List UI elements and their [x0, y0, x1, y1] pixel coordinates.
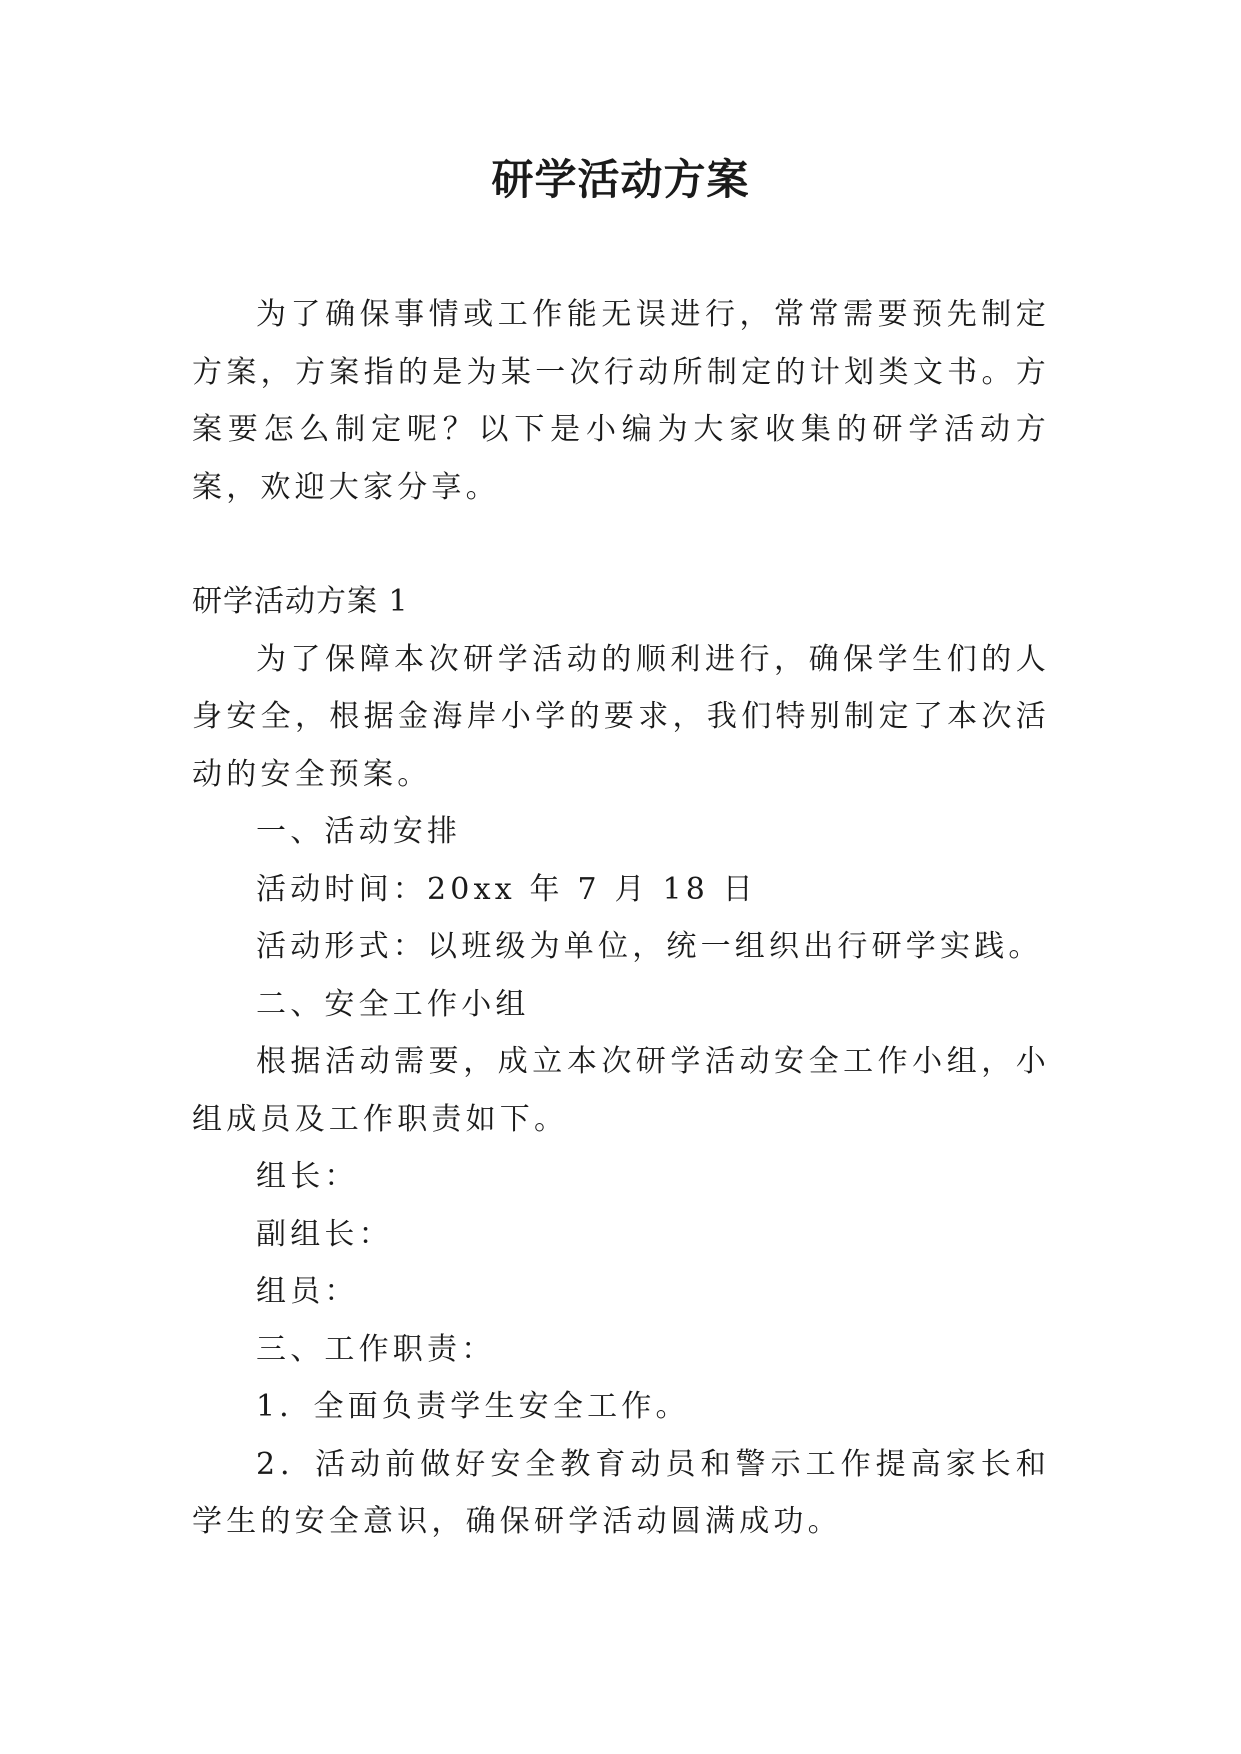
- document-body: [192, 286, 1050, 1551]
- paragraph-gap: [192, 516, 1050, 573]
- subheading-duties: 三、工作职责：: [256, 1331, 496, 1367]
- activity-time-line: 活动时间：20xx 年 7 月 18 日: [256, 871, 757, 907]
- duty-item-2: 2．活动前做好安全教育动员和警示工作提高家长和学生的安全意识，确保研学活动圆满成功。: [192, 1446, 1050, 1539]
- duty-item-1: 1．全面负责学生安全工作。: [256, 1389, 690, 1424]
- section-heading: 研学活动方案 1: [192, 584, 409, 619]
- safety-group-paragraph: 根据活动需要，成立本次研学活动安全工作小组，小组成员及工作职责如下。: [192, 1044, 1050, 1137]
- group-leader-line: 组长：: [256, 1159, 359, 1194]
- document-title: 研学活动方案: [491, 155, 750, 204]
- activity-format-line: 活动形式：以班级为单位，统一组织出行研学实践。: [256, 929, 1043, 964]
- subheading-activity-arrangement: 一、活动安排: [256, 814, 462, 849]
- intro-paragraph: 为了确保事情或工作能无误进行，常常需要预先制定方案，方案指的是为某一次行动所制定的计划类文书。方案要怎么制定呢？以下是小编为大家收集的研学活动方案，欢迎大家分享。: [192, 297, 1050, 505]
- group-members-line: 组员：: [256, 1274, 359, 1309]
- deputy-leader-line: 副组长：: [256, 1216, 393, 1252]
- subheading-safety-group: 二、安全工作小组: [256, 986, 530, 1022]
- section-paragraph: 为了保障本次研学活动的顺利进行，确保学生们的人身安全，根据金海岸小学的要求，我们特别制定了本次活动的安全预案。: [192, 641, 1050, 792]
